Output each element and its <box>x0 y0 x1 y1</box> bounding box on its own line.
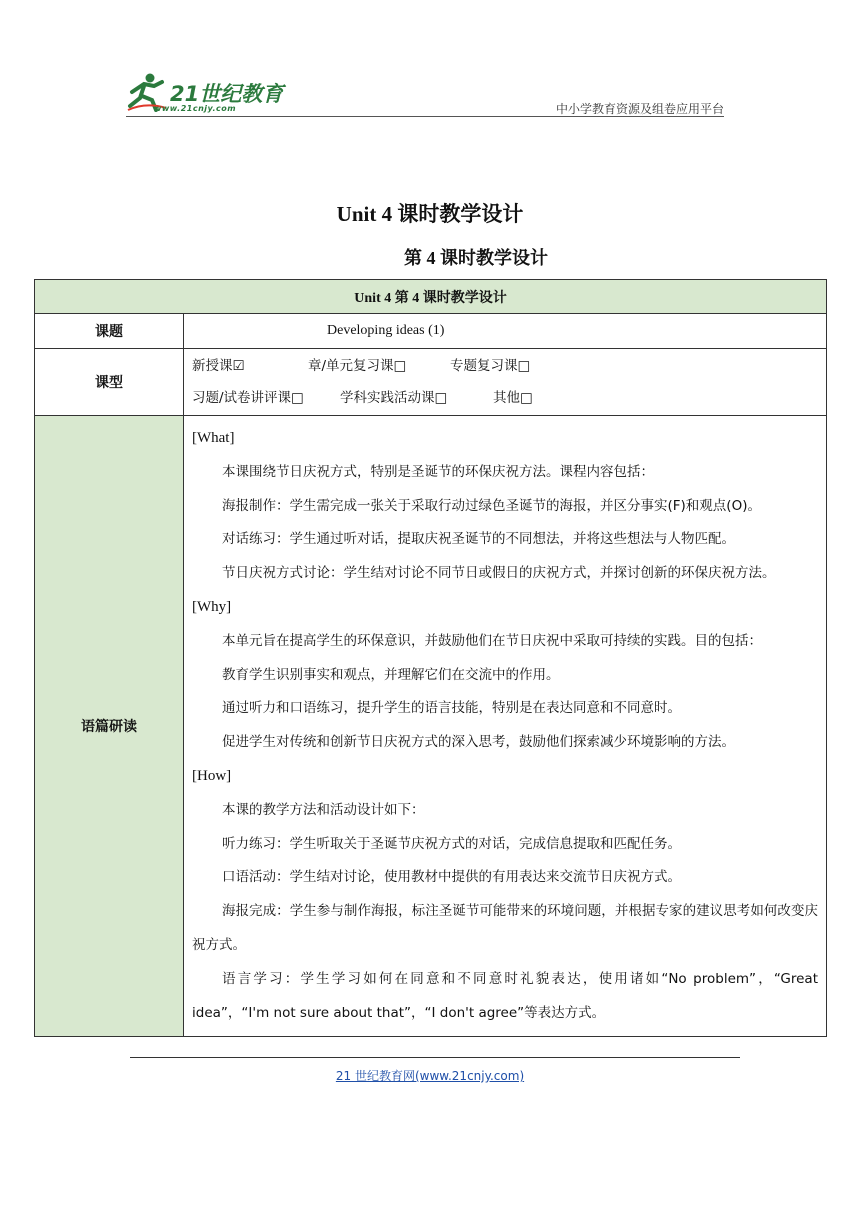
lesson-type-label: 课型 <box>35 349 184 416</box>
page-header <box>126 66 724 118</box>
type-option-unit-review: 章/单元复习课□ <box>308 358 407 374</box>
topic-label: 课题 <box>35 314 184 349</box>
text-analysis-content <box>184 416 827 1037</box>
why-line: 教育学生识别事实和观点，并理解它们在交流中的作用。 <box>222 666 560 683</box>
footer-divider <box>130 1057 740 1058</box>
how-line: 口语活动：学生结对讨论，使用教材中提供的有用表达来交流节日庆祝方式。 <box>222 869 681 886</box>
type-options-row-1 <box>192 350 826 382</box>
table-heading: Unit 4 第 4 课时教学设计 <box>35 280 827 314</box>
type-option-exercise-review: 习题/试卷讲评课□ <box>192 390 304 406</box>
logo-url: www.21cnjy.com <box>154 104 237 113</box>
lesson-plan-table <box>34 279 827 1037</box>
what-line: 节日庆祝方式讨论：学生结对讨论不同节日或假日的庆祝方式，并探讨创新的环保庆祝方法。 <box>222 565 776 582</box>
how-line: 本课的教学方法和活动设计如下： <box>222 801 425 818</box>
how-heading: [How] <box>192 767 232 784</box>
what-line: 本课围绕节日庆祝方式，特别是圣诞节的环保庆祝方法。课程内容包括： <box>222 463 654 480</box>
lesson-type-options <box>184 349 827 416</box>
table-heading-row <box>35 280 827 314</box>
header-divider <box>126 116 724 117</box>
what-line: 对话练习：学生通过听对话，提取庆祝圣诞节的不同想法，并将这些想法与人物匹配。 <box>222 531 735 548</box>
document-title: Unit 4 课时教学设计 <box>336 202 524 226</box>
type-option-new-lesson: 新授课☑ <box>192 358 245 374</box>
platform-tagline: 中小学教育资源及组卷应用平台 <box>555 102 724 116</box>
site-logo[interactable] <box>126 66 296 116</box>
why-line: 促进学生对传统和创新节日庆祝方式的深入思考，鼓励他们探索减少环境影响的方法。 <box>222 734 735 751</box>
document-subtitle: 第 4 课时教学设计 <box>404 248 548 268</box>
how-paragraph: 语言学习：学生学习如何在同意和不同意时礼貌表达，使用诸如“No problem”，“Great idea”，“I'm not sure about that”，“I don't agree”等表达方式。 <box>192 970 819 1021</box>
logo-text: 21世纪教育 <box>170 82 284 106</box>
why-line: 本单元旨在提高学生的环保意识，并鼓励他们在节日庆祝中采取可持续的实践。目的包括： <box>222 632 762 649</box>
lesson-type-row <box>35 349 827 416</box>
what-heading: [What] <box>192 430 235 446</box>
type-option-topic-review: 专题复习课□ <box>450 358 531 374</box>
topic-row <box>35 314 827 349</box>
footer-site-link[interactable]: 21 世纪教育网(www.21cnjy.com) <box>335 1069 525 1083</box>
why-line: 通过听力和口语练习，提升学生的语言技能，特别是在表达同意和不同意时。 <box>222 700 681 717</box>
what-line: 海报制作：学生需完成一张关于采取行动过绿色圣诞节的海报，并区分事实(F)和观点(O)。 <box>222 497 761 514</box>
how-paragraph: 海报完成：学生参与制作海报，标注圣诞节可能带来的环境问题，并根据专家的建议思考如何改变庆祝方式。 <box>192 903 819 953</box>
why-heading: [Why] <box>192 598 232 615</box>
topic-value: Developing ideas (1) <box>184 314 827 349</box>
type-options-row-2 <box>192 382 826 414</box>
type-option-practice: 学科实践活动课□ <box>340 390 448 406</box>
how-line: 听力练习：学生听取关于圣诞节庆祝方式的对话，完成信息提取和匹配任务。 <box>222 835 681 852</box>
text-analysis-row <box>35 416 827 1037</box>
type-option-other: 其他□ <box>493 390 533 406</box>
text-analysis-label: 语篇研读 <box>35 416 184 1037</box>
